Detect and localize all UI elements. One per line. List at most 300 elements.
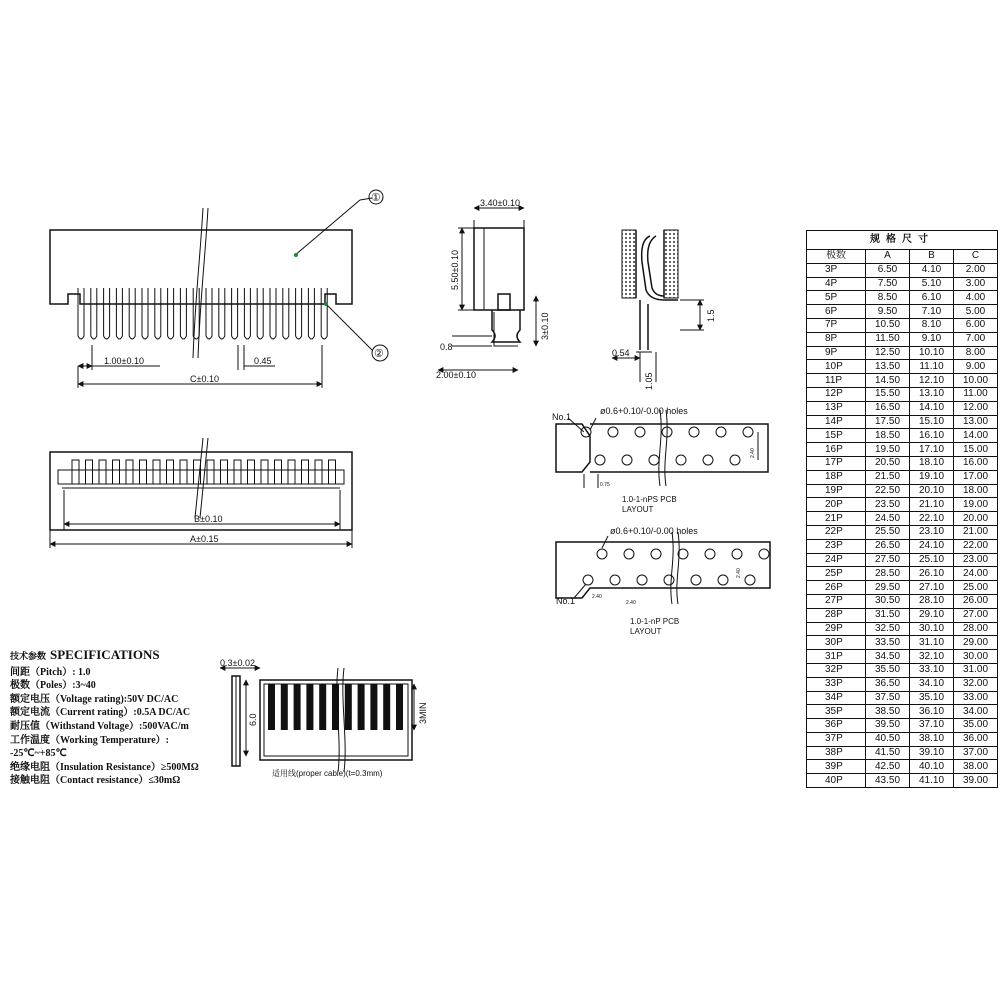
dimension-cell: 33.10 <box>910 663 954 677</box>
pole-count-cell: 40P <box>807 774 866 788</box>
spec-line: 额定电压（Voltage rating):50V DC/AC <box>10 693 179 705</box>
dimension-cell: 32.10 <box>910 650 954 664</box>
cable-conductor <box>294 684 301 730</box>
pole-count-cell: 6P <box>807 305 866 319</box>
cable-caption: 适用线(proper cable)(t=0.3mm) <box>272 769 383 778</box>
pole-count-cell: 21P <box>807 512 866 526</box>
front-pins <box>78 288 327 339</box>
table-row <box>807 387 998 401</box>
front-view <box>50 190 388 388</box>
pcb2-caption-layout: LAYOUT <box>630 627 662 636</box>
dimension-cell: 37.00 <box>954 746 998 760</box>
dimension-cell: 30.10 <box>910 622 954 636</box>
dimension-cell: 32.00 <box>954 677 998 691</box>
table-row <box>807 594 998 608</box>
dimension-cell: 24.10 <box>910 539 954 553</box>
dimension-cell: 7.50 <box>866 277 910 291</box>
pcb1-hole-top <box>635 427 645 437</box>
dimension-cell: 42.50 <box>866 760 910 774</box>
pcb1-hole-top <box>689 427 699 437</box>
cable-conductor <box>370 684 377 730</box>
pcb2-hole-top <box>678 549 688 559</box>
table-row <box>807 305 998 319</box>
front-pin <box>321 288 327 339</box>
front-pin <box>91 288 97 339</box>
spec-line: 工作温度（Working Temperature）: <box>10 734 169 746</box>
pole-count-cell: 4P <box>807 277 866 291</box>
dimension-cell: 41.50 <box>866 746 910 760</box>
dimension-cell: 13.50 <box>866 360 910 374</box>
table-row <box>807 415 998 429</box>
table-row <box>807 663 998 677</box>
dimension-cell: 12.50 <box>866 346 910 360</box>
front-pin <box>142 288 148 339</box>
dimension-cell: 8.50 <box>866 291 910 305</box>
pole-count-cell: 3P <box>807 263 866 277</box>
pole-count-cell: 28P <box>807 608 866 622</box>
top-pin <box>153 460 160 484</box>
table-row <box>807 291 998 305</box>
pitch-dimension: 1.00±0.10 <box>104 356 144 366</box>
pcb1-hole-bottom <box>676 455 686 465</box>
pole-count-cell: 16P <box>807 443 866 457</box>
front-pin <box>168 288 174 339</box>
pole-count-cell: 26P <box>807 581 866 595</box>
pcb1-hole-bottom <box>730 455 740 465</box>
spec-line: 耐压值（Withstand Voltage）:500VAC/m <box>10 720 189 732</box>
table-row <box>807 484 998 498</box>
table-row <box>807 443 998 457</box>
pcb1-holes-label: ø0.6+0.10/-0.00 holes <box>600 406 688 416</box>
spec-line: 间距（Pitch）: 1.0 <box>10 666 91 678</box>
section-bottom-dimension: 1.05 <box>644 372 654 390</box>
pcb1-hole-top <box>581 427 591 437</box>
pole-count-cell: 33P <box>807 677 866 691</box>
dimension-cell: 23.10 <box>910 525 954 539</box>
base-dimension: 2.00±0.10 <box>436 370 476 380</box>
spec-line: 接触电阻（Contact resistance）≤30mΩ <box>10 775 181 787</box>
dimension-cell: 36.00 <box>954 732 998 746</box>
dimension-cell: 35.50 <box>866 663 910 677</box>
cable-strips <box>268 684 403 730</box>
dimension-cell: 30.00 <box>954 650 998 664</box>
dimension-cell: 18.50 <box>866 429 910 443</box>
table-row <box>807 691 998 705</box>
cable-drawing <box>220 658 428 778</box>
table-row <box>807 760 998 774</box>
cable-conductor <box>319 684 326 730</box>
dimension-cell: 24.50 <box>866 512 910 526</box>
pcb1-horizontal-dimension: 0.75 <box>600 482 610 488</box>
dimension-cell: 28.50 <box>866 567 910 581</box>
cable-thickness: 0.3±0.02 <box>220 658 255 668</box>
pcb1-hole-top <box>716 427 726 437</box>
dimension-cell: 10.50 <box>866 318 910 332</box>
dimension-cell: 38.00 <box>954 760 998 774</box>
table-row <box>807 263 998 277</box>
dimension-cell: 28.00 <box>954 622 998 636</box>
pole-count-cell: 30P <box>807 636 866 650</box>
dimension-cell: 16.10 <box>910 429 954 443</box>
dimension-cell: 20.10 <box>910 484 954 498</box>
pcb2-hole-top <box>759 549 769 559</box>
dimension-cell: 17.00 <box>954 470 998 484</box>
spec-line: -25℃~+85℃ <box>10 748 67 760</box>
front-pin <box>155 288 161 339</box>
top-pin <box>221 460 228 484</box>
dimension-cell: 36.50 <box>866 677 910 691</box>
specifications-title-zh: 技术参数 <box>10 651 47 661</box>
pcb2-holes <box>583 549 769 585</box>
cable-conductor <box>306 684 313 730</box>
front-pin <box>308 288 314 339</box>
top-pin <box>288 460 295 484</box>
pole-count-cell: 31P <box>807 650 866 664</box>
cable-conductor <box>281 684 288 730</box>
size-table-header: C <box>954 250 998 264</box>
cable-length: 6.0 <box>248 713 258 726</box>
dimension-cell: 16.00 <box>954 456 998 470</box>
dimension-cell: 8.10 <box>910 318 954 332</box>
pcb1-hole-bottom <box>649 455 659 465</box>
table-row <box>807 318 998 332</box>
dimension-cell: 6.50 <box>866 263 910 277</box>
size-table-title: 规格尺寸 <box>807 231 998 250</box>
cable-conductor <box>268 684 275 730</box>
dimension-cell: 33.50 <box>866 636 910 650</box>
dimension-cell: 5.00 <box>954 305 998 319</box>
dimension-cell: 17.50 <box>866 415 910 429</box>
pcb1-vertical-dimension: 2.40 <box>750 448 756 458</box>
table-row <box>807 401 998 415</box>
specifications-title-en: SPECIFICATIONS <box>50 647 160 662</box>
pole-count-cell: 11P <box>807 374 866 388</box>
front-pin <box>180 288 186 339</box>
table-row <box>807 346 998 360</box>
table-row <box>807 705 998 719</box>
dimension-cell: 10.10 <box>910 346 954 360</box>
top-pin <box>167 460 174 484</box>
dimension-cell: 3.00 <box>954 277 998 291</box>
table-row <box>807 567 998 581</box>
dimension-cell: 11.10 <box>910 360 954 374</box>
top-view <box>50 438 352 548</box>
dimension-cell: 24.00 <box>954 567 998 581</box>
callout-1: ① <box>371 192 381 204</box>
front-pin <box>296 288 302 339</box>
dimension-cell: 6.00 <box>954 318 998 332</box>
pole-count-cell: 38P <box>807 746 866 760</box>
pole-count-cell: 13P <box>807 401 866 415</box>
pcb2-hole-bottom <box>637 575 647 585</box>
pcb1-hole-top <box>608 427 618 437</box>
dimension-cell: 14.50 <box>866 374 910 388</box>
dimension-cell: 39.00 <box>954 774 998 788</box>
dimension-cell: 31.10 <box>910 636 954 650</box>
dimension-cell: 37.10 <box>910 719 954 733</box>
pcb2-hole-bottom <box>583 575 593 585</box>
dimension-cell: 25.50 <box>866 525 910 539</box>
cable-conductor <box>358 684 365 730</box>
pole-count-cell: 35P <box>807 705 866 719</box>
spec-line: 极数（Poles）:3~40 <box>10 680 96 692</box>
dimension-cell: 35.10 <box>910 691 954 705</box>
dimension-cell: 26.10 <box>910 567 954 581</box>
pcb-layout-2 <box>556 526 770 636</box>
pole-count-cell: 24P <box>807 553 866 567</box>
dimension-cell: 21.00 <box>954 525 998 539</box>
pole-count-cell: 34P <box>807 691 866 705</box>
pole-count-cell: 14P <box>807 415 866 429</box>
top-pin <box>315 460 322 484</box>
dimension-cell: 9.00 <box>954 360 998 374</box>
top-pin <box>302 460 309 484</box>
front-pin <box>206 288 212 339</box>
table-row <box>807 746 998 760</box>
spec-line: 绝缘电阻（Insulation Resistance）≥500MΩ <box>10 761 199 773</box>
front-pin <box>78 288 84 339</box>
pole-count-cell: 19P <box>807 484 866 498</box>
dimension-cell: 7.10 <box>910 305 954 319</box>
top-pin <box>140 460 147 484</box>
pcb-layout-1 <box>552 406 768 514</box>
pcb2-holes-label: ø0.6+0.10/-0.00 holes <box>610 526 698 536</box>
dimension-cell: 13.00 <box>954 415 998 429</box>
dimension-cell: 19.10 <box>910 470 954 484</box>
pole-count-cell: 12P <box>807 387 866 401</box>
table-row <box>807 498 998 512</box>
dimension-cell: 27.00 <box>954 608 998 622</box>
dimension-cell: 23.00 <box>954 553 998 567</box>
table-row <box>807 774 998 788</box>
pcb2-hole-top <box>705 549 715 559</box>
pole-count-cell: 17P <box>807 456 866 470</box>
pole-count-cell: 29P <box>807 622 866 636</box>
dimension-cell: 41.10 <box>910 774 954 788</box>
dimension-cell: 22.10 <box>910 512 954 526</box>
table-row <box>807 332 998 346</box>
pole-count-cell: 22P <box>807 525 866 539</box>
dimension-cell: 14.00 <box>954 429 998 443</box>
pcb2-hole-bottom <box>610 575 620 585</box>
dimension-cell: 34.10 <box>910 677 954 691</box>
callout-2: ② <box>374 348 384 360</box>
pcb2-hole-bottom <box>691 575 701 585</box>
table-row <box>807 470 998 484</box>
pcb2-left-dimension: 2.40 <box>592 594 602 600</box>
size-table-header: 极数 <box>807 250 866 264</box>
pole-count-cell: 27P <box>807 594 866 608</box>
dimension-cell: 4.00 <box>954 291 998 305</box>
table-row <box>807 636 998 650</box>
size-table-header: A <box>866 250 910 264</box>
dimension-cell: 14.10 <box>910 401 954 415</box>
dimension-cell: 12.10 <box>910 374 954 388</box>
pin-width-dimension: 0.45 <box>254 356 272 366</box>
top-pin <box>99 460 106 484</box>
pole-count-cell: 37P <box>807 732 866 746</box>
table-row <box>807 539 998 553</box>
top-pin <box>275 460 282 484</box>
b-dimension: B±0.10 <box>194 514 223 524</box>
cable-conductor <box>396 684 403 730</box>
table-row <box>807 374 998 388</box>
dimension-cell: 15.50 <box>866 387 910 401</box>
table-row <box>807 360 998 374</box>
leg-height-dimension: 3±0.10 <box>540 312 550 340</box>
table-row <box>807 525 998 539</box>
pole-count-cell: 7P <box>807 318 866 332</box>
pcb1-hole-bottom <box>703 455 713 465</box>
dimension-cell: 21.50 <box>866 470 910 484</box>
dimension-cell: 10.00 <box>954 374 998 388</box>
front-pin <box>219 288 225 339</box>
pcb1-hole-bottom <box>622 455 632 465</box>
size-table <box>806 230 998 788</box>
front-pin <box>116 288 122 339</box>
pcb1-no1-label: No.1 <box>552 412 572 422</box>
top-pin <box>113 460 120 484</box>
pcb2-caption: 1.0-1-nP PCB <box>630 617 680 626</box>
pole-count-cell: 25P <box>807 567 866 581</box>
dimension-cell: 40.50 <box>866 732 910 746</box>
dimension-cell: 5.10 <box>910 277 954 291</box>
front-pin <box>232 288 238 339</box>
dimension-cell: 19.00 <box>954 498 998 512</box>
dimension-cell: 43.50 <box>866 774 910 788</box>
pole-count-cell: 36P <box>807 719 866 733</box>
specifications-block <box>10 648 230 788</box>
dimension-cell: 20.50 <box>866 456 910 470</box>
size-table-body <box>807 263 998 787</box>
dimension-cell: 15.10 <box>910 415 954 429</box>
pcb2-hole-bottom <box>664 575 674 585</box>
table-row <box>807 732 998 746</box>
pole-count-cell: 10P <box>807 360 866 374</box>
dimension-cell: 31.00 <box>954 663 998 677</box>
dimension-cell: 26.00 <box>954 594 998 608</box>
table-row <box>807 429 998 443</box>
pcb2-hole-top <box>732 549 742 559</box>
dimension-cell: 4.10 <box>910 263 954 277</box>
pcb2-hole-top <box>597 549 607 559</box>
cable-conductor <box>345 684 352 730</box>
pole-count-cell: 20P <box>807 498 866 512</box>
pcb1-caption: 1.0-1-nPS PCB <box>622 495 677 504</box>
table-row <box>807 677 998 691</box>
dimension-cell: 18.10 <box>910 456 954 470</box>
pcb2-no1-label: No.1 <box>556 596 576 606</box>
dimension-cell: 29.10 <box>910 608 954 622</box>
a-dimension: A±0.15 <box>190 534 219 544</box>
size-table-header: B <box>910 250 954 264</box>
dimension-cell: 33.00 <box>954 691 998 705</box>
dimension-cell: 29.00 <box>954 636 998 650</box>
dimension-cell: 12.00 <box>954 401 998 415</box>
pcb1-hole-top <box>743 427 753 437</box>
dimension-cell: 36.10 <box>910 705 954 719</box>
dimension-cell: 23.50 <box>866 498 910 512</box>
dimension-cell: 34.00 <box>954 705 998 719</box>
cable-min: 3MIN <box>418 702 428 724</box>
dimension-cell: 27.10 <box>910 581 954 595</box>
top-pin <box>72 460 79 484</box>
dimension-cell: 37.50 <box>866 691 910 705</box>
table-row <box>807 650 998 664</box>
top-pin <box>86 460 93 484</box>
dimension-cell: 40.10 <box>910 760 954 774</box>
dimension-cell: 11.50 <box>866 332 910 346</box>
dimension-cell: 20.00 <box>954 512 998 526</box>
side-height-dimension: 5.50±0.10 <box>450 250 460 290</box>
table-row <box>807 719 998 733</box>
top-pin <box>329 460 336 484</box>
dimension-cell: 22.00 <box>954 539 998 553</box>
pole-count-cell: 9P <box>807 346 866 360</box>
dimension-cell: 15.00 <box>954 443 998 457</box>
dimension-cell: 38.50 <box>866 705 910 719</box>
dimension-cell: 6.10 <box>910 291 954 305</box>
dimension-cell: 22.50 <box>866 484 910 498</box>
dimension-cell: 16.50 <box>866 401 910 415</box>
pcb1-caption-layout: LAYOUT <box>622 505 654 514</box>
dimension-cell: 18.00 <box>954 484 998 498</box>
c-dimension: C±0.10 <box>190 374 219 384</box>
section-right-dimension: 1.5 <box>706 309 716 322</box>
side-view <box>436 198 550 380</box>
dimension-cell: 17.10 <box>910 443 954 457</box>
section-left-dimension: 0.54 <box>612 348 630 358</box>
top-pin <box>248 460 255 484</box>
cable-conductor <box>383 684 390 730</box>
dimension-cell: 2.00 <box>954 263 998 277</box>
dimension-cell: 27.50 <box>866 553 910 567</box>
dimension-cell: 21.10 <box>910 498 954 512</box>
dimension-cell: 29.50 <box>866 581 910 595</box>
section-view <box>612 230 716 390</box>
table-row <box>807 581 998 595</box>
pole-count-cell: 23P <box>807 539 866 553</box>
dimension-cell: 26.50 <box>866 539 910 553</box>
pole-count-cell: 5P <box>807 291 866 305</box>
front-pin <box>244 288 250 339</box>
table-row <box>807 512 998 526</box>
dimension-cell: 25.10 <box>910 553 954 567</box>
dimension-cell: 35.00 <box>954 719 998 733</box>
top-pin <box>234 460 241 484</box>
dimension-cell: 8.00 <box>954 346 998 360</box>
pole-count-cell: 15P <box>807 429 866 443</box>
front-pin <box>104 288 110 339</box>
pole-count-cell: 39P <box>807 760 866 774</box>
top-pin <box>126 460 133 484</box>
dimension-cell: 32.50 <box>866 622 910 636</box>
pcb2-vertical-dimension: 2.40 <box>736 568 742 578</box>
dimension-cell: 9.50 <box>866 305 910 319</box>
front-pin <box>270 288 276 339</box>
table-row <box>807 553 998 567</box>
dimension-cell: 19.50 <box>866 443 910 457</box>
dimension-cell: 13.10 <box>910 387 954 401</box>
top-pin <box>261 460 268 484</box>
front-pin <box>283 288 289 339</box>
dimension-cell: 7.00 <box>954 332 998 346</box>
dimension-cell: 39.10 <box>910 746 954 760</box>
pole-count-cell: 18P <box>807 470 866 484</box>
pcb1-hole-bottom <box>595 455 605 465</box>
dimension-cell: 25.00 <box>954 581 998 595</box>
pcb2-hole-top <box>624 549 634 559</box>
